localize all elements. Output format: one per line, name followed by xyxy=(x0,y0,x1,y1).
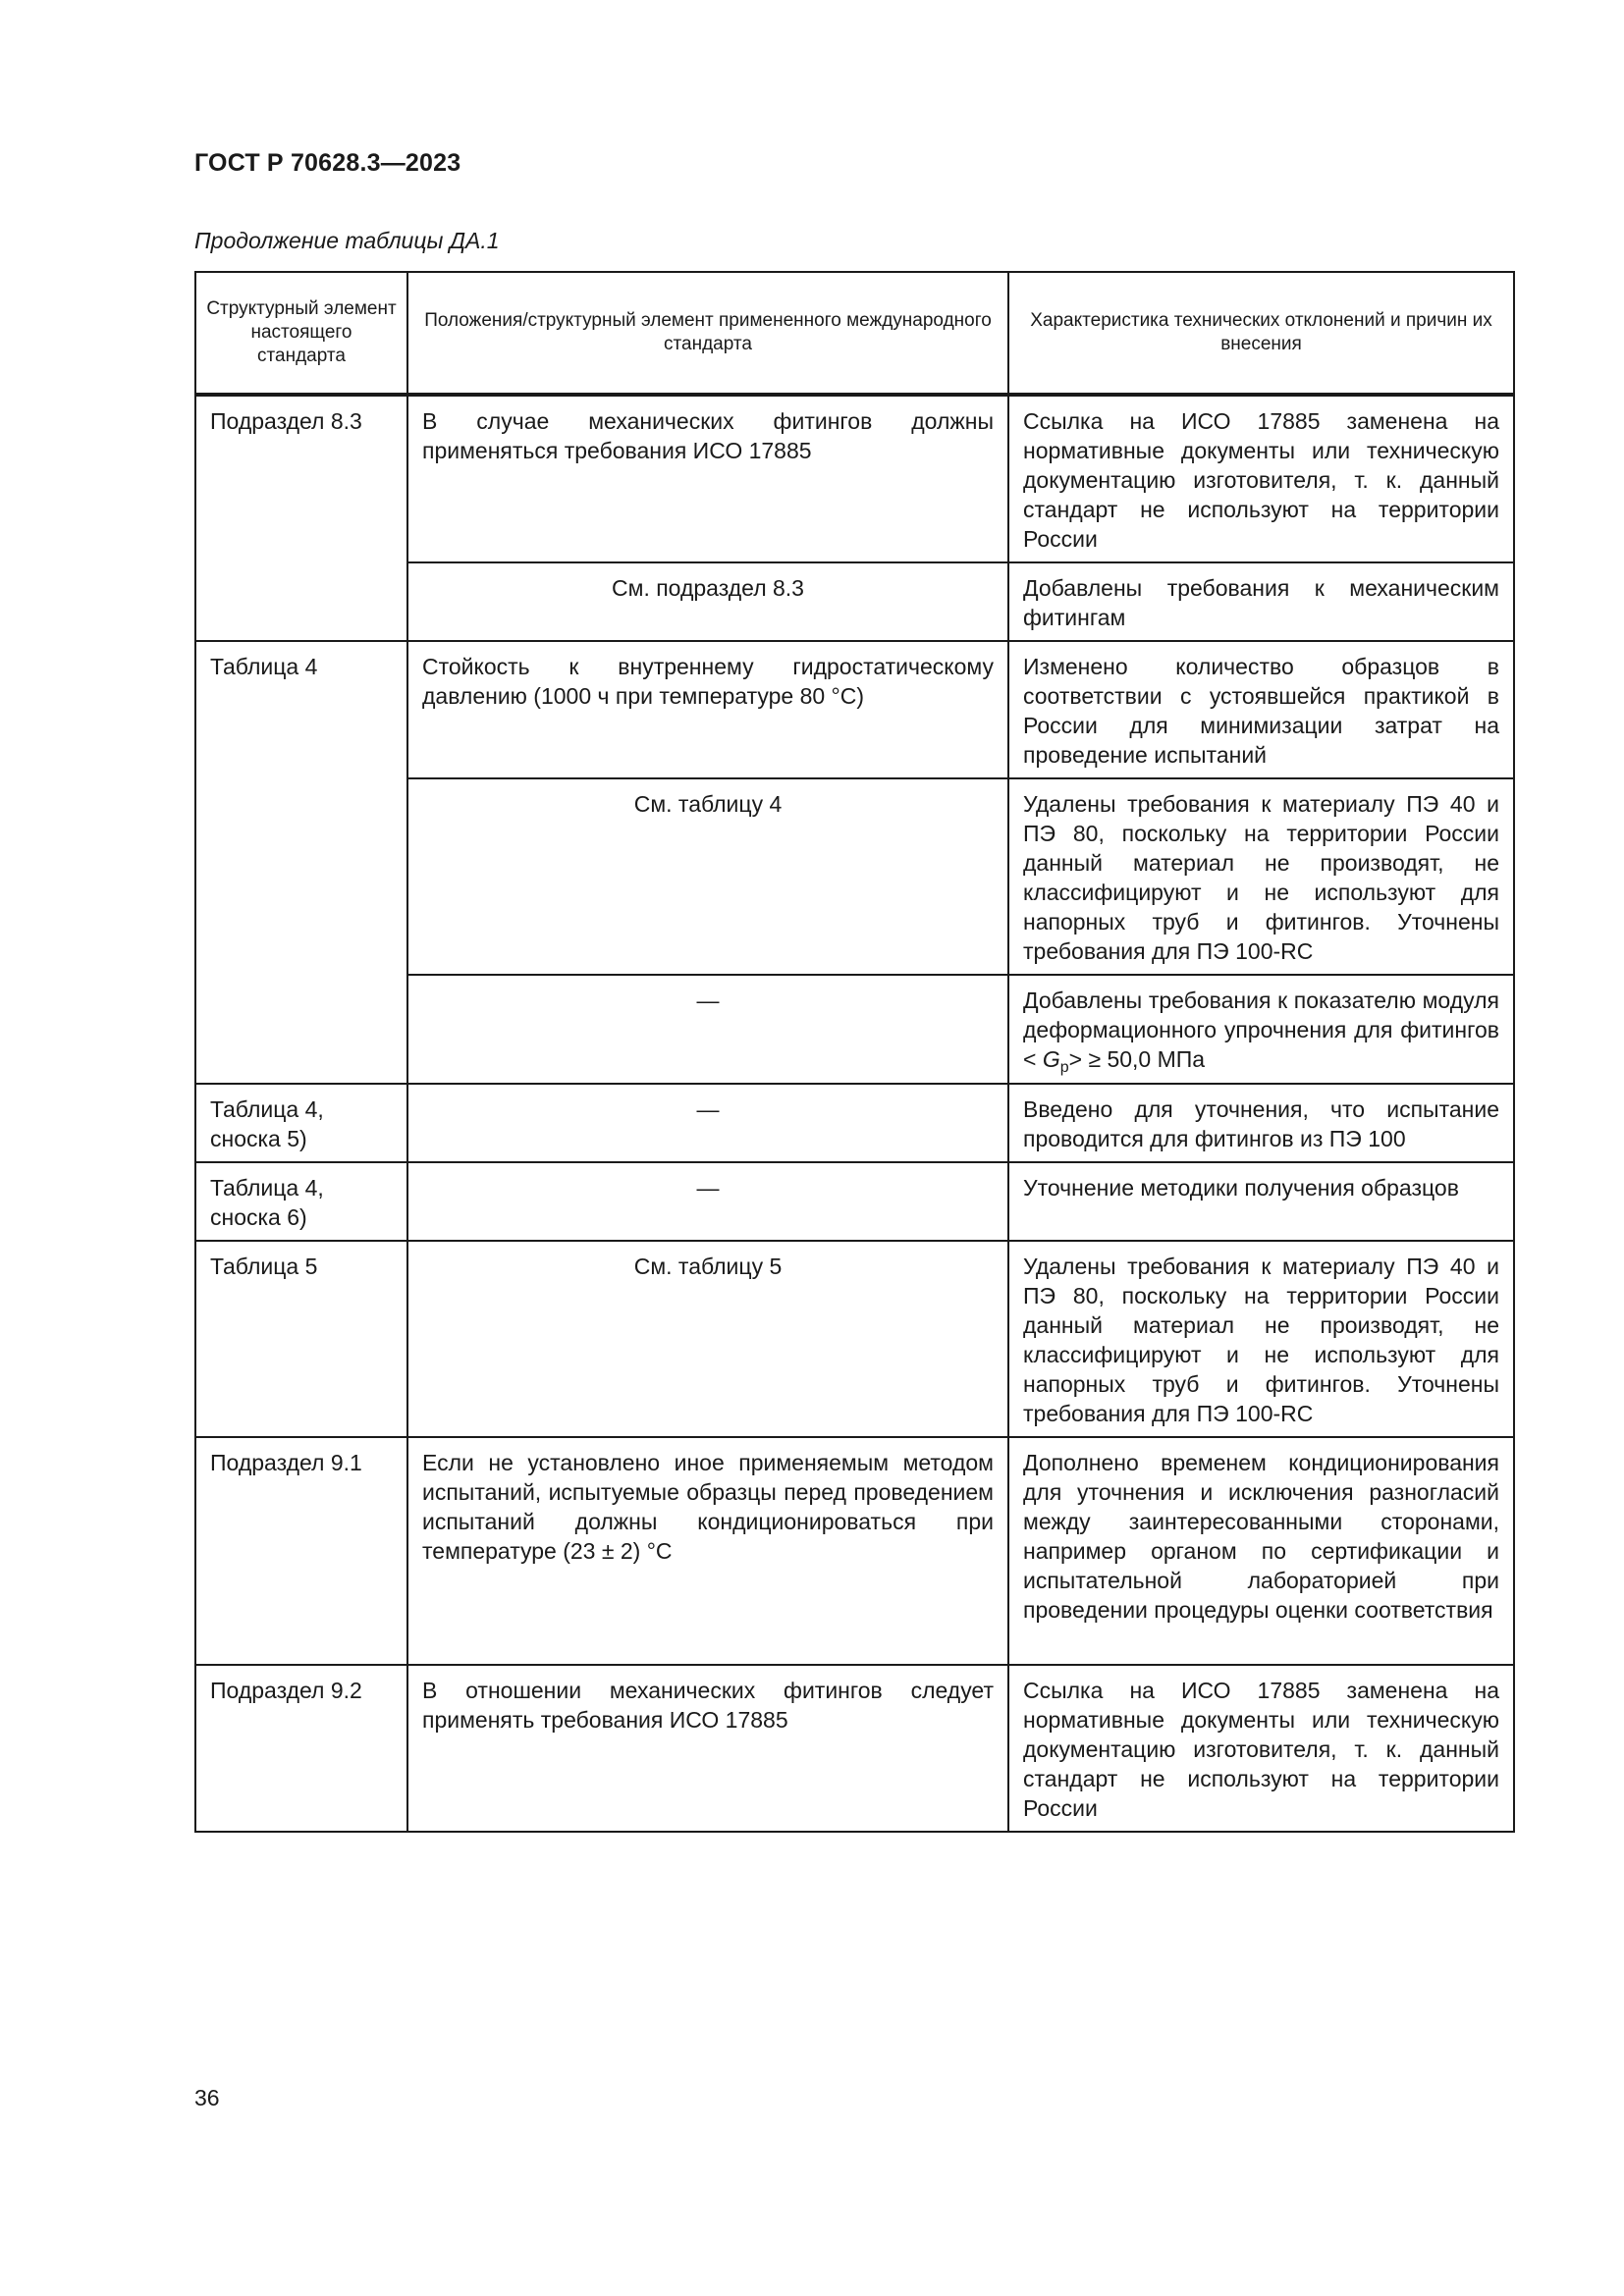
table-row xyxy=(195,1162,1514,1241)
table-header-row xyxy=(195,272,1514,395)
reason-text-end: > ≥ 50,0 МПа xyxy=(1068,1046,1206,1072)
cell-position: В отношении механических фитингов следует применять требования ИСО 17885 xyxy=(407,1665,1008,1832)
cell-reason: Введено для уточнения, что испытание проводится для фитингов из ПЭ 100 xyxy=(1008,1084,1514,1162)
cell-position: См. таблицу 5 xyxy=(407,1241,1008,1437)
cell-element: Подраздел 8.3 xyxy=(195,395,407,641)
header-structural-element: Структурный элемент настоящего стандарта xyxy=(195,272,407,395)
table-row xyxy=(195,395,1514,562)
cell-reason: Дополнено временем кондиционирования для уточнения и исключения разногласий между заинтересованными сторонами, например органом по сертификации и испытательной лабораторией при проведении процедуры оценки соответствия xyxy=(1008,1437,1514,1665)
cell-reason xyxy=(1008,975,1514,1084)
cell-position: — xyxy=(407,1084,1008,1162)
cell-position: В случае механических фитингов должны применяться требования ИСО 17885 xyxy=(407,395,1008,562)
table-caption: Продолжение таблицы ДА.1 xyxy=(194,228,500,253)
table-row xyxy=(195,1241,1514,1437)
cell-position: Если не установлено иное применяемым методом испытаний, испытуемые образцы перед проведением испытаний должны кондиционироваться при температуре (23 ± 2) °С xyxy=(407,1437,1008,1665)
cell-reason: Добавлены требования к механическим фитингам xyxy=(1008,562,1514,641)
cell-position: См. подраздел 8.3 xyxy=(407,562,1008,641)
cell-element: Таблица 4 xyxy=(195,641,407,1084)
cell-reason: Ссылка на ИСО 17885 заменена на нормативные документы или техническую документацию изготовителя, т. к. данный стандарт не используют на территории России xyxy=(1008,395,1514,562)
cell-element: Подраздел 9.2 xyxy=(195,1665,407,1832)
cell-element: Таблица 4, сноска 5) xyxy=(195,1084,407,1162)
page-number: 36 xyxy=(194,2085,220,2110)
cell-reason: Удалены требования к материалу ПЭ 40 и ПЭ 80, поскольку на территории России данный материал не производят, не классифицируют и не используют для напорных труб и фитингов. Уточнены требования для ПЭ 100-RC xyxy=(1008,1241,1514,1437)
cell-element: Таблица 5 xyxy=(195,1241,407,1437)
cell-reason: Уточнение методики получения образцов xyxy=(1008,1162,1514,1241)
cell-position: Стойкость к внутреннему гидростатическому давлению (1000 ч при температуре 80 °С) xyxy=(407,641,1008,778)
table-row xyxy=(195,1437,1514,1665)
cell-element: Таблица 4, сноска 6) xyxy=(195,1162,407,1241)
reason-text-start: Добавлены требования к показателю модуля деформационного упрочнения для фитингов < xyxy=(1023,988,1499,1072)
deviations-table xyxy=(194,271,1515,1833)
cell-position: — xyxy=(407,975,1008,1084)
cell-position: См. таблицу 4 xyxy=(407,778,1008,975)
table-row xyxy=(195,1084,1514,1162)
table-row xyxy=(195,641,1514,778)
table-row xyxy=(195,1665,1514,1832)
cell-element: Подраздел 9.1 xyxy=(195,1437,407,1665)
cell-position: — xyxy=(407,1162,1008,1241)
header-deviation-characteristic: Характеристика технических отклонений и причин их внесения xyxy=(1008,272,1514,395)
cell-reason: Удалены требования к материалу ПЭ 40 и ПЭ 80, поскольку на территории России данный материал не производят, не классифицируют и не используют для напорных труб и фитингов. Уточнены требования для ПЭ 100-RC xyxy=(1008,778,1514,975)
reason-subscript: p xyxy=(1059,1059,1069,1076)
header-international-provision: Положения/структурный элемент примененного международного стандарта xyxy=(407,272,1008,395)
reason-variable: G xyxy=(1042,1046,1060,1072)
cell-reason: Изменено количество образцов в соответствии с устоявшейся практикой в России для минимизации затрат на проведение испытаний xyxy=(1008,641,1514,778)
document-code: ГОСТ Р 70628.3—2023 xyxy=(194,149,461,177)
cell-reason: Ссылка на ИСО 17885 заменена на нормативные документы или техническую документацию изготовителя, т. к. данный стандарт не используют на территории России xyxy=(1008,1665,1514,1832)
